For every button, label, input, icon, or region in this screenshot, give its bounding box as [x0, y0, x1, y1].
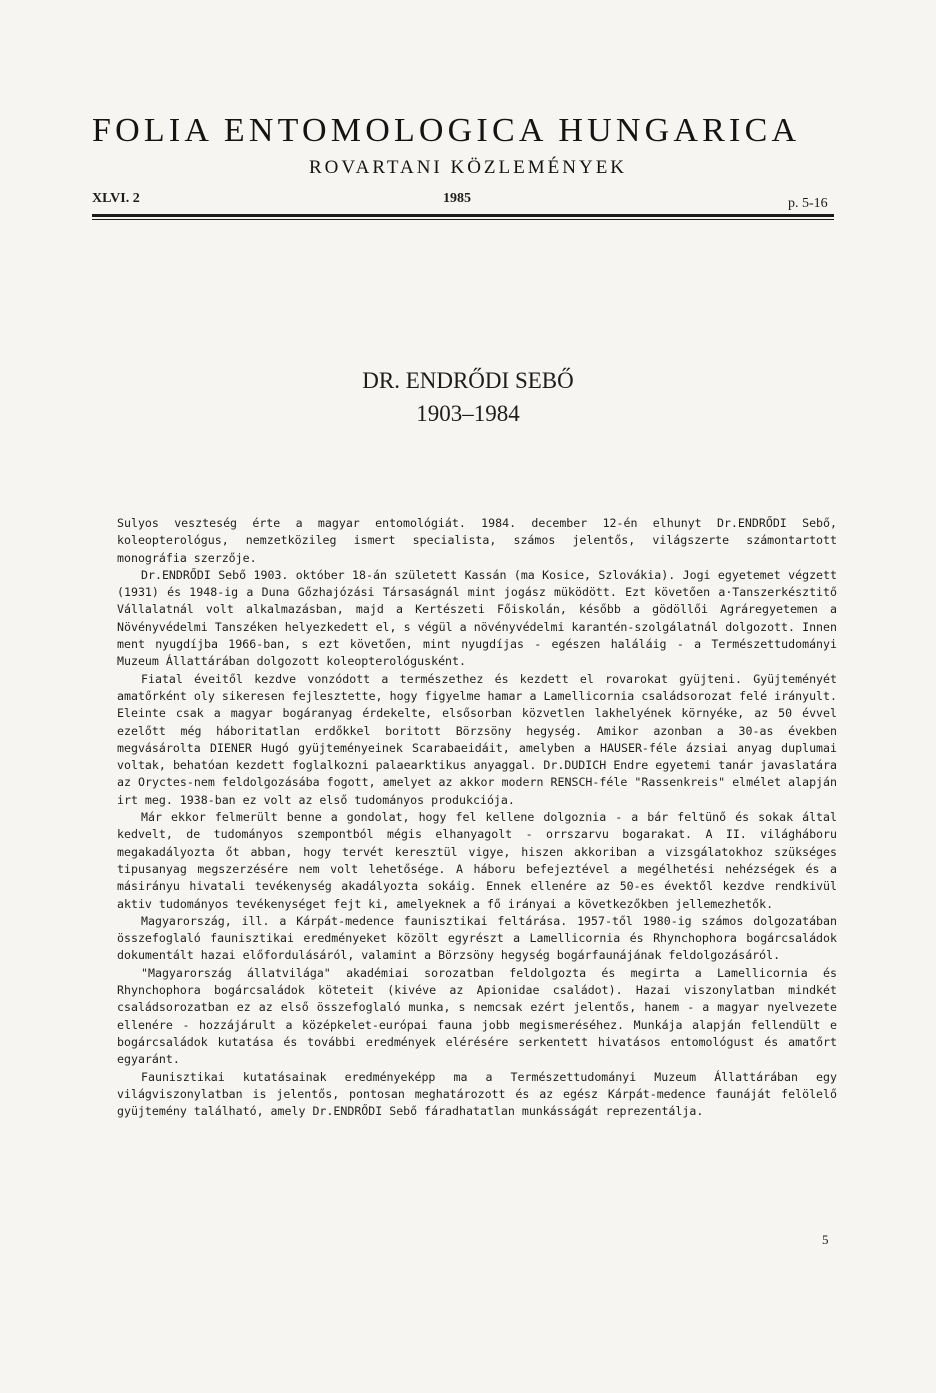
header-rule-thin	[92, 219, 834, 220]
page-range: p. 5-16	[788, 196, 828, 211]
body-paragraph: "Magyarország állatvilága" akadémiai sorozatban feldolgozta és megirta a Lamellicornia és Rhynchophora bogárcsaládok köteteit (kivéve az Apionidae családot). Hazai viszonylatban mindkét családsorozatban ez az első összefoglaló munka, s nemcsak ezért jelentős, hanem - a magyar nyelvezete ellenére - hozzájárult a középkelet-európai fauna jobb megismeréséhez. Munkája alapján fellendült e bogárcsaládok kutatása és további eredmények elérésére serkentett hivatásos entomológust és amatőrt egyaránt.	[117, 965, 837, 1067]
body-paragraph: Már ekkor felmerült benne a gondolat, hogy fel kellene dolgoznia - a bár feltünő és sokak által kedvelt, de tudományos szempontból mégis elhanyagolt - orrszarvu bogarakat. A II. világháboru megakadályozta őt abban, hogy tervét keresztül vigye, hiszen akkoriban a vizsgálatokhoz szükséges tipusanyag megszerzésére nem volt lehetősége. A háboru befejeztével a megélhetési nehézségek és a másirányu hivatali tevékenység akadályozta sokáig. Ennek ellenére az 50-es évektől kezdve rendkivül aktiv tudományos tevékenységet fejt ki, amelyeknek a fő irányai a következőkben jellemezhetők.	[117, 810, 837, 911]
body-paragraph: Dr.ENDRŐDI Sebő 1903. október 18-án született Kassán (ma Kosice, Szlovákia). Jogi egyetemet végzett (1931) és 1948-ig a Duna Gőzhajózási Társaságnál mint jogász müködött. Ezt követően a·Tanszerkésztitő Vállalatnál volt alkalmazásban, majd a Kertészeti Főiskolán, később a gödöllői Agráregyetemen a Növényvédelmi Tanszéken helyezkedett el, s végül a növényvédelmi karantén-szolgálatnál dolgozott. Innen ment nyugdíjba 1966-ban, s ezt követően, mint nyugdíjas - egészen haláláig - a Természettudományi Muzeum Állattárában dolgozott koleopterológusként.	[117, 567, 837, 669]
volume-number: XLVI. 2	[92, 191, 140, 206]
article-title: DR. ENDRŐDI SEBŐ	[362, 368, 574, 393]
body-paragraph: Faunisztikai kutatásainak eredményeképp ma a Természettudományi Muzeum Állattárában egy világviszonylatban is jelentős, pontosan meghatározott és az egész Kárpát-medence faunáját felölelő gyüjtemény található, amely Dr.ENDRŐDI Sebő fáradhatatlan munkásságát reprezentálja.	[117, 1069, 837, 1119]
page-number: 5	[822, 1232, 829, 1247]
journal-title: FOLIA ENTOMOLOGICA HUNGARICA	[92, 112, 801, 149]
body-paragraph: Sulyos veszteség érte a magyar entomológiát. 1984. december 12-én elhunyt Dr.ENDRŐDI Sebő, koleopterológus, nemzetközileg ismert specialista, számos jelentős, világszerte számontartott monográfia szerzője.	[117, 516, 837, 565]
article-dates: 1903–1984	[416, 401, 520, 426]
journal-subtitle: ROVARTANI KÖZLEMÉNYEK	[308, 157, 628, 178]
header-rule-thick	[92, 214, 834, 217]
publication-year: 1985	[443, 191, 471, 206]
body-paragraph: Magyarország, ill. a Kárpát-medence faunisztikai feltárása. 1957-től 1980-ig számos dolgozatában összefoglaló faunisztikai eredményeket közölt egyrészt a Lamellicornia és Rhynchophora bogárcsaládok dokumentált hazai előfordulásáról, valamint a Börzsöny hegység bogárfaunájának feldolgozásáról.	[117, 913, 837, 963]
article-body	[117, 515, 837, 1120]
body-paragraph: Fiatal éveitől kezdve vonzódott a természethez és kezdett el rovarokat gyüjteni. Gyüjteményét amatőrként oly sikeresen fejlesztette, hogy figyelme hamar a Lamellicornia családsorozat felé irányult. Eleinte csak a magyar bogáranyag érdekelte, elsősorban közvetlen lakhelyének környéke, az 50 évvel ezelőtt még háboritatlan erdőkkel boritott Börzsöny hegység. Amikor azonban a 30-as években megvásárolta DIENER Hugó gyüjteményeinek Scarabaeidáit, amelyben a HAUSER-féle ázsiai anyag duplumai voltak, behatóan kezdett foglalkozni palaearktikus anyaggal. Dr.DUDICH Endre egyetemi tanár javaslatára az Oryctes-nem feldolgozásába fogott, amelyet az akkor modern RENSCH-féle "Rassenkreis" elmélet alapján irt meg. 1938-ban ez volt az első tudományos produkciója.	[117, 671, 837, 807]
